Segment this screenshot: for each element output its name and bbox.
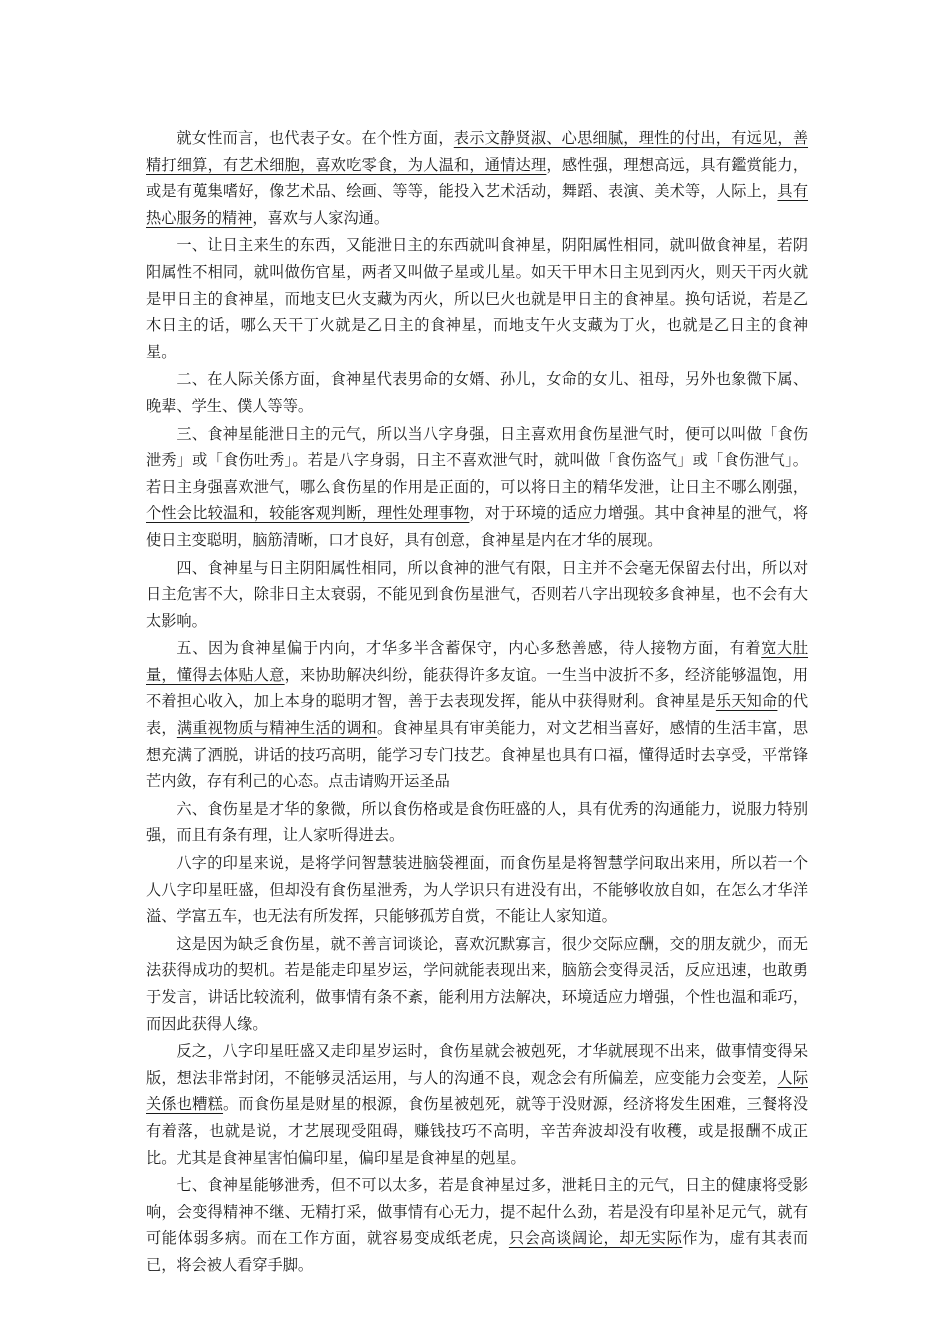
underlined-text: 只会高谈阔论，却无实际: [508, 1229, 683, 1248]
underlined-text: 具有热心服务的精神: [146, 182, 809, 227]
paragraph: [146, 1038, 808, 1171]
text-segment: 四、食神星与日主阴阳属性相同，所以食神的泄气有限，日主并不会毫无保留去付出，所以对日主危害不大，除非日主太衰弱，不能见到食伤星泄气，否则若八字出现较多食神星，也不会有大太影响。: [146, 558, 808, 630]
paragraph: [146, 125, 808, 231]
underlined-text: 满重视物质与精神生活的调和: [176, 719, 378, 738]
paragraph: [146, 555, 808, 635]
text-segment: ，对于环境的适应力增强。其中食神星的泄气，将使日主变聪明，脑筋清晰，口才良好，具有创意，食神星是内在才华的展现。: [146, 504, 809, 549]
paragraph: [146, 232, 808, 365]
text-segment: 。食神星具有审美能力，对文艺相当喜好，感情的生活丰富，思想充满了洒脱，讲话的技巧高明，能学习专门技艺。食神星也具有口福，懂得适时去享受，平常锋芒内敛，存有利己的心态。点击请购开运圣品: [146, 719, 809, 791]
underlined-text: 表示文静贤淑、心思细腻，理性的付出，有远见，善精打细算，有艺术细胞，喜欢吃零食，为人温和，通情达理: [146, 129, 809, 174]
text-segment: 一、让日主来生的东西，又能泄日主的东西就叫食神星，阴阳属性相同，就叫做食神星，若阴阳属性不相同，就叫做伤官星，两者又叫做子星或儿星。如天干甲木日主见到丙火，则天干丙火就是甲日主的食神星，而地支巳火支藏为丙火，所以巳火也就是甲日主的食神星。换句话说，若是乙木日主的话，哪么天干丁火就是乙日主的食神星，而地支午火支藏为丁火，也就是乙日主的食神星。: [146, 236, 808, 361]
underlined-text: 宽大肚量，懂得去体贴人意: [146, 639, 809, 684]
paragraph: [146, 1172, 808, 1278]
underlined-text: 人际关係也糟糕: [146, 1068, 809, 1114]
paragraph: [146, 850, 808, 930]
underlined-text: 乐天知命: [715, 692, 778, 711]
text-segment: ，感性强，理想高远，具有鑑赏能力，或是有蒐集嗜好，像艺术品、绘画、等等，能投入艺术活动，舞蹈、表演、美术等，人际上，: [146, 155, 809, 201]
text-segment: ，喜欢与人家沟通。: [252, 208, 389, 227]
paragraph: [146, 421, 808, 554]
paragraph: [146, 796, 808, 849]
text-segment: ，来协助解决纠纷，能获得许多友谊。一生当中波折不多，经济能够温饱，用不着担心收入，加上本身的聪明才智，善于去表现发挥，能从中获得财利。食神星是: [146, 665, 809, 711]
text-segment: 就女性而言，也代表子女。在个性方面，: [176, 129, 454, 147]
underlined-text: 个性会比较温和，较能客观判断，理性处理事物: [146, 504, 470, 523]
text-segment: 这是因为缺乏食伤星，就不善言词谈论，喜欢沉默寡言，很少交际应酬，交的朋友就少，而无法获得成功的契机。若是能走印星岁运，学问就能表现出来，脑筋会变得灵活，反应迅速，也敢勇于发言，讲话比较流利，做事情有条不紊，能利用方法解决，环境适应力增强，个性也温和乖巧，而因此获得人缘。: [146, 934, 808, 1033]
text-segment: 六、食伤星是才华的象微，所以食伤格或是食伤旺盛的人，具有优秀的沟通能力，说服力特别强，而且有条有理，让人家听得进去。: [146, 799, 808, 845]
text-segment: 的代表，: [146, 692, 809, 738]
paragraph: [146, 366, 808, 419]
paragraph: [146, 635, 808, 795]
document-page: [146, 125, 808, 1279]
text-segment: 五、因为食神星偏于内向，才华多半含蓄保守，内心多愁善感，待人接物方面，有着: [176, 639, 762, 658]
text-segment: 作为，虚有其表而已，将会被人看穿手脚。: [146, 1229, 809, 1274]
text-segment: 三、食神星能泄日主的元气，所以当八字身强，日主喜欢用食伤星泄气时，便可以叫做「食伤泄秀」或「食伤吐秀」。若是八字身弱，日主不喜欢泄气时，就叫做「食伤盗气」或「食伤泄气」。若日主身强喜欢泄气，哪么食伤星的作用是正面的，可以将日主的精华发泄，让日主不哪么刚强，: [146, 424, 808, 496]
text-segment: 反之，八字印星旺盛又走印星岁运时，食伤星就会被剋死，才华就展现不出来，做事情变得呆版，想法非常封闭，不能够灵活运用，与人的沟通不良，观念会有所偏差，应变能力会变差，: [146, 1042, 808, 1087]
text-segment: 八字的印星来说，是将学问智慧装进脑袋裡面，而食伤星是将智慧学问取出来用，所以若一个人八字印星旺盛，但却没有食伤星泄秀，为人学识只有进没有出，不能够收放自如，在怎么才华洋溢、学富五车，也无法有所发挥，只能够孤芳自赏，不能让人家知道。: [146, 854, 808, 926]
text-segment: 。而食伤星是财星的根源，食伤星被剋死，就等于没财源，经济将发生困难，三餐将没有着落，也就是说，才艺展现受阻碍，赚钱技巧不高明，辛苦奔波却没有收穫，或是报酬不成正比。尤其是食神星害怕偏印星，偏印星是食神星的剋星。: [146, 1095, 809, 1167]
text-segment: 二、在人际关係方面，食神星代表男命的女婿、孙儿，女命的女儿、祖母，另外也象微下属、晚辈、学生、僕人等等。: [146, 370, 808, 415]
text-segment: 七、食神星能够泄秀，但不可以太多，若是食神星过多，泄耗日主的元气，日主的健康将受影响，会变得精神不继、无精打采，做事情有心无力，提不起什么劲，若是没有印星补足元气，就有可能体弱多病。而在工作方面，就容易变成纸老虎，: [146, 1176, 808, 1248]
paragraph: [146, 931, 808, 1037]
